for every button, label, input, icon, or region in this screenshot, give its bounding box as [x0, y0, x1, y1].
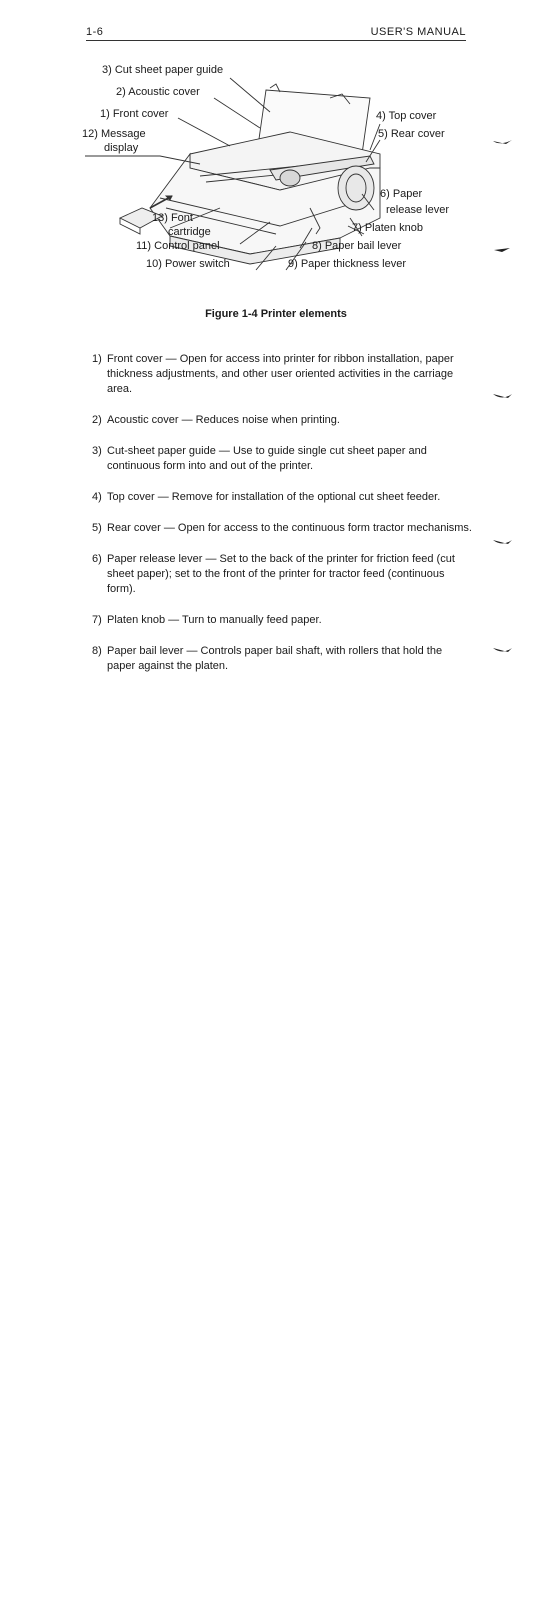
item-text: Rear cover — Open for access to the continuous form tractor mechanisms.	[107, 522, 472, 534]
callout-power-switch: 10) Power switch	[146, 258, 230, 270]
item-text: Paper release lever — Set to the back of the printer for friction feed (cut sheet paper); set to the front of the printer for tractor feed (continuous form).	[107, 553, 455, 595]
callout-platen-knob: 7) Platen knob	[352, 222, 423, 234]
callout-control-panel: 11) Control panel	[136, 240, 220, 252]
item-text: Cut-sheet paper guide — Use to guide single cut sheet paper and continuous form into and out of the printer.	[107, 445, 427, 472]
header-title: USER'S MANUAL	[370, 26, 466, 38]
callout-paper-release-lever-line2: release lever	[386, 204, 449, 216]
item-number: 2)	[92, 414, 102, 426]
item-number: 5)	[92, 522, 102, 534]
callout-font-cartridge-line2: cartridge	[168, 226, 211, 238]
list-item	[92, 444, 472, 474]
scan-artifact	[492, 246, 514, 254]
item-number: 1)	[92, 353, 102, 365]
item-text: Platen knob — Turn to manually feed paper.	[107, 614, 322, 626]
callout-top-cover: 4) Top cover	[376, 110, 437, 122]
callout-front-cover: 1) Front cover	[100, 108, 169, 120]
callout-cut-sheet-guide: 3) Cut sheet paper guide	[102, 64, 224, 76]
list-item	[92, 490, 472, 505]
list-item	[92, 552, 472, 597]
list-item	[92, 521, 472, 536]
page-number: 1-6	[86, 26, 104, 38]
callout-font-cartridge: 13) Font	[152, 212, 193, 224]
callout-message-display: 12) Message	[82, 128, 146, 140]
callout-paper-bail-lever: 8) Paper bail lever	[312, 240, 402, 252]
figure-caption: Figure 1-4 Printer elements	[205, 308, 347, 320]
list-item	[92, 352, 472, 397]
item-text: Acoustic cover — Reduces noise when printing.	[107, 414, 340, 426]
element-description-list	[92, 352, 472, 690]
printer-figure	[80, 58, 480, 286]
callout-acoustic-cover: 2) Acoustic cover	[116, 86, 200, 98]
item-text: Top cover — Remove for installation of the optional cut sheet feeder.	[107, 491, 441, 503]
list-item	[92, 644, 472, 674]
scan-artifact	[492, 138, 514, 146]
list-item	[92, 613, 472, 628]
item-number: 8)	[92, 645, 102, 657]
item-text: Paper bail lever — Controls paper bail shaft, with rollers that hold the paper against the platen.	[107, 645, 443, 672]
item-number: 4)	[92, 491, 102, 503]
item-text: Front cover — Open for access into printer for ribbon installation, paper thickness adjustments, and other user oriented activities in the carriage area.	[107, 353, 454, 395]
page-header	[86, 24, 466, 41]
item-number: 6)	[92, 553, 102, 565]
scan-artifact	[492, 392, 514, 400]
callout-paper-thickness-lever: 9) Paper thickness lever	[288, 258, 406, 270]
item-number: 7)	[92, 614, 102, 626]
callout-rear-cover: 5) Rear cover	[378, 128, 445, 140]
scan-artifact	[492, 538, 514, 546]
list-item	[92, 413, 472, 428]
callout-message-display-line2: display	[104, 142, 139, 154]
scan-artifact	[492, 646, 514, 654]
item-number: 3)	[92, 445, 102, 457]
callout-paper-release-lever: 6) Paper	[380, 188, 423, 200]
